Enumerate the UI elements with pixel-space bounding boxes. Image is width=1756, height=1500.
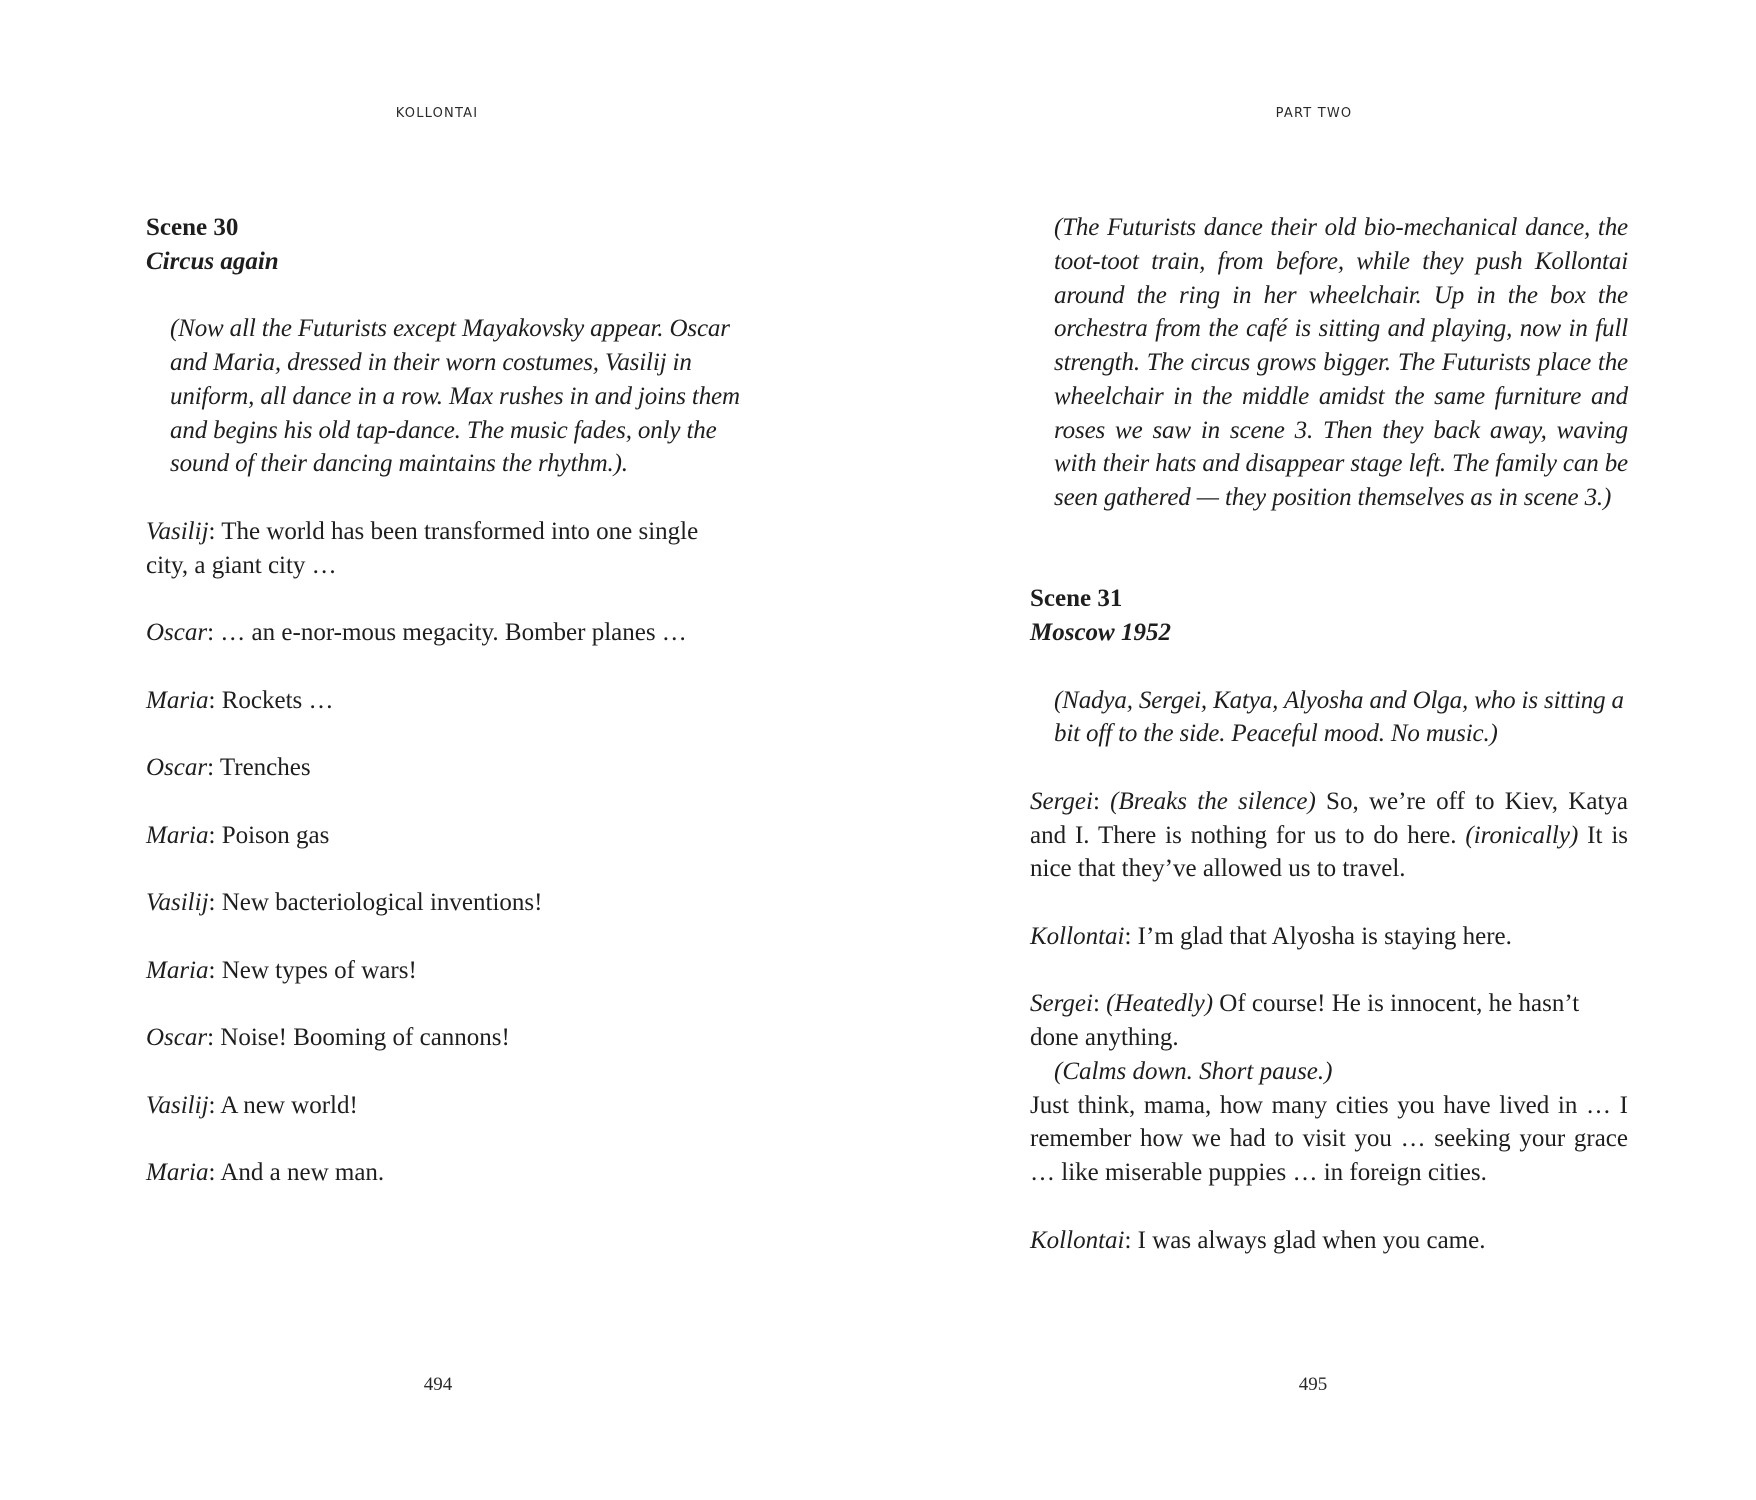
speech-text: : Noise! Booming of cannons!	[207, 1024, 510, 1051]
scene-title: Circus again	[146, 247, 279, 275]
speaker-name: Sergei	[1030, 787, 1093, 815]
speaker-name: Maria	[146, 956, 209, 984]
speaker-name: Sergei	[1030, 990, 1093, 1018]
spacer	[1030, 650, 1628, 684]
speech-text: :	[1092, 990, 1107, 1018]
spacer	[146, 582, 744, 616]
spacer	[1030, 886, 1628, 920]
stage-aside: (Heatedly)	[1106, 990, 1214, 1018]
speaker-name: Maria	[146, 1159, 209, 1186]
stage-aside: (Breaks the silence)	[1110, 787, 1316, 815]
speaker-name: Oscar	[146, 754, 208, 781]
speech-text: : The world has been transformed into one single city, a giant city …	[146, 517, 699, 579]
spacer	[146, 1055, 744, 1089]
spacer	[146, 717, 744, 751]
inline-stage-direction: (Calms down. Short pause.)	[1054, 1057, 1333, 1085]
dialogue-line	[1030, 920, 1628, 954]
speech-text: : New bacteriological inventions!	[208, 889, 543, 916]
spacer	[146, 920, 744, 954]
speech-text: : I was always glad when you came.	[1124, 1226, 1486, 1254]
spacer	[1030, 751, 1628, 785]
scene-number: Scene 30	[146, 214, 239, 241]
dialogue-line	[1030, 1224, 1628, 1258]
speech-text: So, we’re off to Kiev, Katya and I. There is nothing for us to do here.	[1030, 787, 1628, 849]
dialogue-line	[146, 1156, 744, 1190]
speaker-name: Vasilij	[146, 889, 209, 916]
dialogue-line	[146, 515, 744, 583]
speech-text: : Trenches	[207, 754, 311, 781]
dialogue-line	[146, 819, 744, 853]
dialogue-line	[146, 616, 744, 650]
page-number: 495	[1298, 1374, 1328, 1395]
speaker-name: Maria	[146, 686, 209, 714]
spacer	[146, 1122, 744, 1156]
right-page-body	[1030, 211, 1628, 1257]
dialogue-line	[146, 684, 744, 718]
dialogue-line	[146, 1089, 744, 1123]
spacer	[146, 785, 744, 819]
speech-text: : Rockets …	[208, 686, 334, 714]
spacer	[146, 481, 744, 515]
spacer	[146, 987, 744, 1021]
stage-direction: (Nadya, Sergei, Katya, Alyosha and Olga, who is sitting a bit off to the side. Peaceful mood. No music.)	[1054, 686, 1624, 748]
page-number: 494	[423, 1374, 453, 1395]
running-head: PART TWO	[1275, 106, 1353, 121]
speech-text: : New types of wars!	[208, 956, 417, 984]
speech-text: : I’m glad that Alyosha is staying here.	[1124, 922, 1512, 950]
stage-direction: (Now all the Futurists except Mayakovsky appear. Oscar and Maria, dressed in their worn costumes, Vasilij in uniform, all dance in a row. Max rushes in and joins them and begins his old tap-dance. The music fades, only the sound of their dancing maintains the rhythm.).	[170, 315, 740, 478]
speaker-name: Vasilij	[146, 517, 209, 545]
running-head: KOLLONTAI	[395, 106, 479, 121]
speaker-name: Oscar	[146, 619, 208, 646]
dialogue-line	[146, 954, 744, 988]
spacer	[146, 279, 744, 313]
scene-title: Moscow 1952	[1030, 619, 1171, 646]
dialogue-line	[146, 1021, 744, 1055]
speech-text: It is nice that they’ve allowed us to travel.	[1030, 821, 1628, 883]
speaker-name: Kollontai	[1030, 1226, 1125, 1254]
speech-text: :	[1092, 787, 1111, 815]
speech-text: : A new world!	[208, 1091, 358, 1119]
speech-text: : Poison gas	[208, 821, 330, 849]
stage-aside: (ironically)	[1465, 821, 1579, 849]
speech-text: Of course! He is innocent, he hasn’t done anything.	[1030, 990, 1580, 1051]
speech-text: : … an e-nor-mous megacity. Bomber planes …	[207, 619, 687, 646]
dialogue-line	[1030, 987, 1628, 1055]
speaker-name: Vasilij	[146, 1091, 209, 1119]
left-page-body	[146, 211, 744, 1190]
speaker-name: Oscar	[146, 1024, 208, 1051]
scene-number: Scene 31	[1030, 585, 1123, 613]
spacer	[1030, 515, 1628, 583]
speech-text: : And a new man.	[208, 1159, 385, 1186]
dialogue-line	[1030, 785, 1628, 886]
stage-direction: (The Futurists dance their old bio-mechanical dance, the toot-toot train, from before, while they push Kollontai around the ring in her wheelchair. Up in the box the orchestra from the café is sitting and playing, now in full strength. The circus grows bigger. The Futurists place the wheelchair in the middle amidst the same furniture and roses we saw in scene 3. Then they back away, waving with their hats and disappear stage left. The family can be seen gathered — they position themselves as in scene 3.)	[1054, 214, 1628, 511]
spacer	[1030, 1190, 1628, 1224]
right-page	[878, 0, 1756, 1500]
speech-continuation: Just think, mama, how many cities you have lived in … I remember how we had to visit you … seeking your grace … like miserable puppies … in foreign cities.	[1030, 1091, 1628, 1186]
dialogue-line	[146, 751, 744, 785]
spacer	[146, 852, 744, 886]
speaker-name: Kollontai	[1030, 922, 1125, 950]
dialogue-line	[146, 886, 744, 920]
spacer	[146, 650, 744, 684]
spacer	[1030, 954, 1628, 988]
speaker-name: Maria	[146, 821, 209, 849]
